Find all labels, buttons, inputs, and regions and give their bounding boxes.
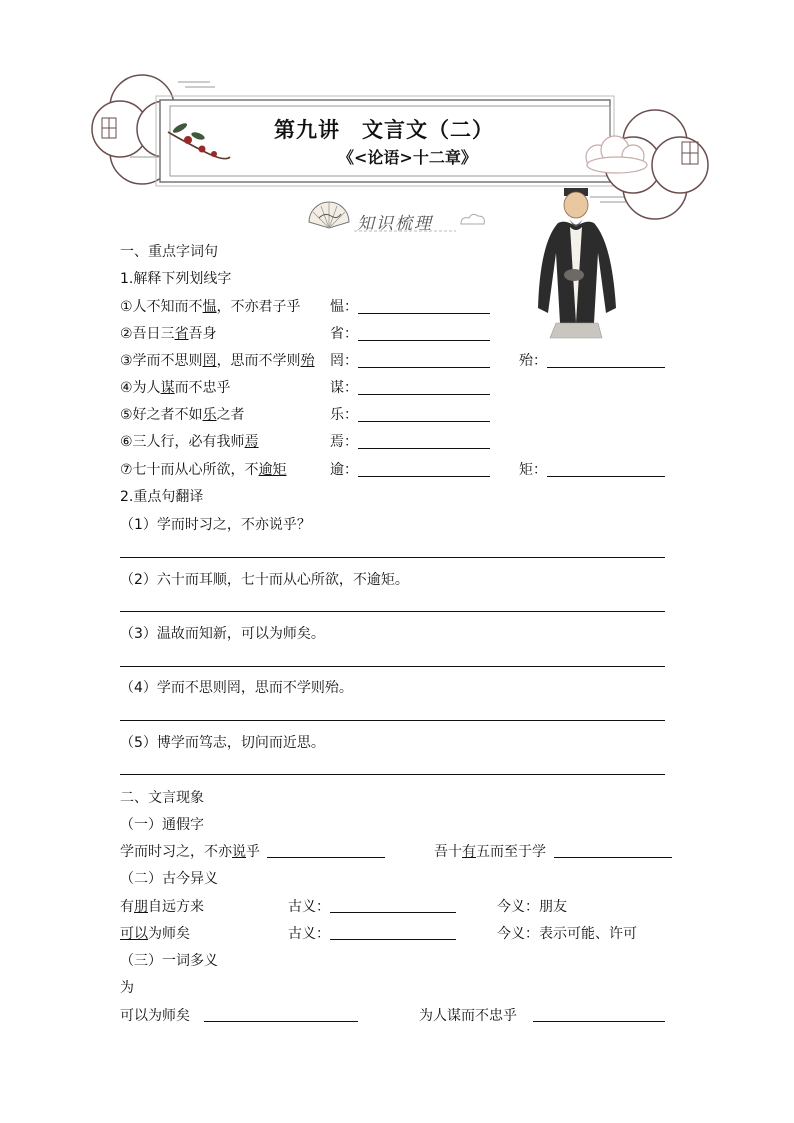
answer-blank[interactable] (330, 939, 456, 940)
translation-blank[interactable] (120, 666, 665, 667)
gujin-new: 今义：表示可能、许可 (497, 926, 637, 942)
yici-word: 为 (120, 980, 134, 996)
answer-blank[interactable] (267, 857, 385, 858)
translation-blank[interactable] (120, 720, 665, 721)
vocab-label: 矩： (519, 462, 547, 478)
vocab-label: 罔： (330, 353, 358, 369)
yici-left: 可以为师矣 (120, 1008, 190, 1024)
yici-right: 为人谋而不忠乎 (419, 1008, 517, 1024)
translation-sentence: （4）学而不思则罔，思而不学则殆。 (120, 680, 353, 696)
tongjia-heading: （一）通假字 (120, 817, 204, 833)
gujin-new: 今义：朋友 (497, 899, 567, 915)
gujin-old-label: 古义： (288, 926, 330, 942)
gujin-word: 可以为师矣 (120, 926, 190, 942)
translation-blank[interactable] (120, 774, 665, 775)
answer-blank[interactable] (547, 476, 665, 477)
translation-blank[interactable] (120, 611, 665, 612)
vocab-item: ⑤好之者不如乐之者 (120, 407, 245, 423)
translation-blank[interactable] (120, 557, 665, 558)
fan-icon (305, 198, 353, 234)
gujin-word: 有朋自远方来 (120, 899, 204, 915)
vocab-item: ③学而不思则罔，思而不学则殆 (120, 353, 315, 369)
vocab-label: 谋： (330, 380, 358, 396)
answer-blank[interactable] (554, 857, 672, 858)
vocab-item: ⑦七十而从心所欲，不逾矩 (120, 462, 287, 478)
vocab-item: ⑥三人行，必有我师焉 (120, 434, 259, 450)
answer-blank[interactable] (547, 367, 665, 368)
answer-blank[interactable] (358, 476, 490, 477)
tongjia-right: 吾十有五而至于学 (434, 844, 546, 860)
knowledge-badge: 知识梳理 (357, 214, 433, 234)
answer-blank[interactable] (358, 394, 490, 395)
page-title: 第九讲 文言文（二） (274, 117, 494, 142)
answer-blank[interactable] (358, 340, 490, 341)
vocab-label: 愠： (330, 299, 358, 315)
vocab-label: 省： (330, 326, 358, 342)
answer-blank[interactable] (358, 313, 490, 314)
vocab-label: 殆： (519, 353, 547, 369)
vocab-item: ②吾日三省吾身 (120, 326, 217, 342)
translation-sentence: （5）博学而笃志，切问而近思。 (120, 735, 325, 751)
page-subtitle: 《<论语>十二章》 (338, 148, 477, 167)
vocab-item: ①人不知而不愠，不亦君子乎 (120, 299, 301, 315)
section1-heading: 一、重点字词句 (120, 244, 218, 260)
translation-sentence: （1）学而时习之，不亦说乎？ (120, 517, 311, 533)
vocab-label: 焉： (330, 434, 358, 450)
answer-blank[interactable] (358, 367, 490, 368)
vocab-label: 乐： (330, 407, 358, 423)
answer-blank[interactable] (358, 448, 490, 449)
confucius-illustration (530, 183, 626, 343)
vocab-label: 逾： (330, 462, 358, 478)
cloud-icon (458, 210, 488, 230)
yici-heading: （三）一词多义 (120, 953, 218, 969)
answer-blank[interactable] (358, 421, 490, 422)
answer-blank[interactable] (533, 1021, 665, 1022)
section2-heading: 二、文言现象 (120, 790, 204, 806)
vocab-item: ④为人谋而不忠乎 (120, 380, 231, 396)
gujin-old-label: 古义： (288, 899, 330, 915)
answer-blank[interactable] (204, 1021, 358, 1022)
translation-sentence: （3）温故而知新，可以为师矣。 (120, 626, 325, 642)
badge-decoration (352, 226, 462, 236)
gujin-heading: （二）古今异义 (120, 871, 218, 887)
section1-sub1: 1.解释下列划线字 (120, 271, 232, 287)
section1-sub2: 2.重点句翻译 (120, 489, 204, 505)
answer-blank[interactable] (330, 912, 456, 913)
tongjia-left: 学而时习之，不亦说乎 (120, 844, 260, 860)
translation-sentence: （2）六十而耳顺，七十而从心所欲，不逾矩。 (120, 572, 409, 588)
